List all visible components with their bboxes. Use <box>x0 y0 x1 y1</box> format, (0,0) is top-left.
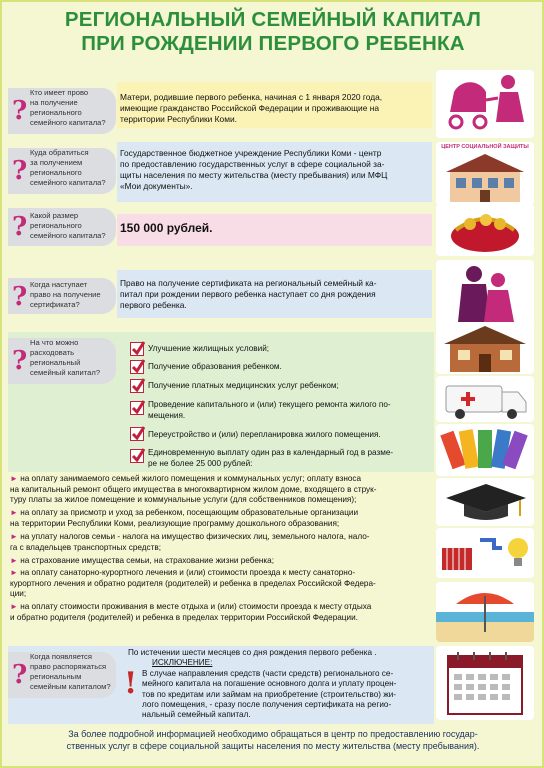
bullet-item: ► на оплату санаторно-курортного лечения и (или) стоимости проезда к месту санаторно- курортного лечения и обратно родителя (родителей) и ребенка в пределах Российской Федера- ции; <box>10 568 376 598</box>
answer-where: Государственное бюджетное учреждение Республики Коми - центр по предоставлению государственных услуг в сфере социальной за- щиты населения по месту жительства (месту пребывания) или МФЦ «Мои документы». <box>120 148 388 191</box>
checklist-item: Единовременную выплату один раз в календарный год в разме- ре не более 25 000 рублей: <box>148 448 394 468</box>
answer-amount: 150 000 рублей. <box>120 221 213 235</box>
question-mark-icon: ? <box>12 660 28 690</box>
graduation-cap-icon <box>436 478 534 526</box>
question-mark-icon: ? <box>12 96 28 126</box>
checkbox-icon <box>130 427 144 441</box>
question-text: Когда наступает право на получение сертификата? <box>30 280 101 309</box>
beach-umbrella-icon <box>436 582 534 642</box>
bullet-arrow-icon: ► <box>10 568 18 577</box>
bullet-arrow-icon: ► <box>10 508 18 517</box>
question-text: Какой размер регионального семейного капитала? <box>30 211 106 240</box>
answer-who: Матери, родившие первого ребенка, начиная с 1 января 2020 года, имеющие гражданство Российской Федерации и проживающие на территории Республики Коми. <box>120 92 383 124</box>
family-icon <box>436 260 534 326</box>
bullet-item: ► на уплату налогов семьи - налога на имущество физических лиц, земельного налога, нало- га с владельцев транспортных средств; <box>10 532 370 552</box>
question-box-when-cert <box>8 278 116 314</box>
answer-dispose: По истечении шести месяцев со дня рождения первого ребенка . ИСКЛЮЧЕНИЕ: В случае направления средств (части средств) регионального се- мейного капитала на погашение основного долга и уплату процен- тов по кредитам или займам на приобретение (строительство) жи- лого помещения, - сразу после получения сертификата на регио- нальный семейный капитал. <box>128 648 397 720</box>
page-title <box>10 8 536 56</box>
checkbox-icon <box>130 401 144 415</box>
house-icon <box>436 322 534 374</box>
checklist-item: Получение платных медицинских услуг ребенком; <box>148 381 339 390</box>
checklist-item: Улучшение жилищных условий; <box>148 344 270 353</box>
title-line-1: РЕГИОНАЛЬНЫЙ СЕМЕЙНЫЙ КАПИТАЛ <box>64 8 482 31</box>
checkbox-icon <box>130 379 144 393</box>
checklist-item: Проведение капитального и (или) текущего ремонта жилого по- мещения. <box>148 400 391 420</box>
question-mark-icon: ? <box>12 156 28 186</box>
utilities-icon <box>436 528 534 578</box>
bullet-item: ► на оплату стоимости проживания в месте отдыха и (или) стоимости проезда к месту отдыха и обратно родителя (родителей) и ребенка в пределах территории Российской Федерации. <box>10 602 372 622</box>
question-box-spend <box>8 338 116 384</box>
social-center-building-icon <box>436 142 534 206</box>
answer-when-cert: Право на получение сертификата на региональный семейный ка- питал при рождении первого ребенка наступает со дня рождения первого ребенка. <box>120 278 377 310</box>
question-text: Кто имеет прово на получение регионального семейного капитала? <box>30 88 106 127</box>
checkbox-icon <box>130 360 144 374</box>
bullet-arrow-icon: ► <box>10 556 18 565</box>
question-box-dispose <box>8 652 116 698</box>
question-box-amount <box>8 208 116 246</box>
checklist-item: Переустройство и (или) перепланировка жилого помещения. <box>148 430 381 439</box>
checkbox-icon <box>130 342 144 356</box>
bullet-arrow-icon: ► <box>10 474 18 483</box>
checklist-item: Получение образования ребенком. <box>148 362 282 371</box>
exclamation-icon: ! <box>124 666 138 701</box>
question-box-who <box>8 88 116 134</box>
building-sign: ЦЕНТР СОЦИАЛЬНОЙ ЗАЩИТЫ <box>441 144 529 150</box>
question-mark-icon: ? <box>12 346 28 376</box>
mother-stroller-icon <box>436 70 534 138</box>
checkbox-icon <box>130 449 144 463</box>
question-box-where <box>8 148 116 194</box>
paint-swatches-icon <box>436 424 534 476</box>
ambulance-icon <box>436 376 534 422</box>
bullet-arrow-icon: ► <box>10 602 18 611</box>
question-text: Куда обратиться за получением регионального семейного капитала? <box>30 148 106 187</box>
title-line-2: ПРИ РОЖДЕНИИ ПЕРВОГО РЕБЕНКА <box>81 32 465 55</box>
bullet-item: ► на оплату занимаемого семьей жилого помещения и коммунальных услуг; оплату взноса на капитальный ремонт общего имущества в многоквартирном жилом доме, входящего в струк- туру платы за жилое помещение и коммунальные услуги (для собственников помещения); <box>10 474 377 504</box>
question-mark-icon: ? <box>12 212 28 242</box>
question-mark-icon: ? <box>12 282 28 312</box>
question-text: Когда появляется право распоряжаться региональным семейным капиталом? <box>30 652 111 691</box>
coin-purse-icon <box>436 204 534 256</box>
question-text: На что можно расходовать региональный семейный капитал? <box>30 338 101 377</box>
bullet-arrow-icon: ► <box>10 532 18 541</box>
footer-note: За более подробной информацией необходимо обращаться в центр по предоставлению государ- ственных услуг в сфере социальной защиты населения по месту жительства (месту пребывания). <box>66 729 480 751</box>
bullet-item: ► на оплату за присмотр и уход за ребенком, посещающим образовательные организации на территории Республики Коми, реализующие программу дошкольного образования; <box>10 508 359 528</box>
calendar-icon <box>436 646 534 720</box>
bullet-item: ► на страхование имущества семьи, на страхование жизни ребенка; <box>10 556 275 565</box>
